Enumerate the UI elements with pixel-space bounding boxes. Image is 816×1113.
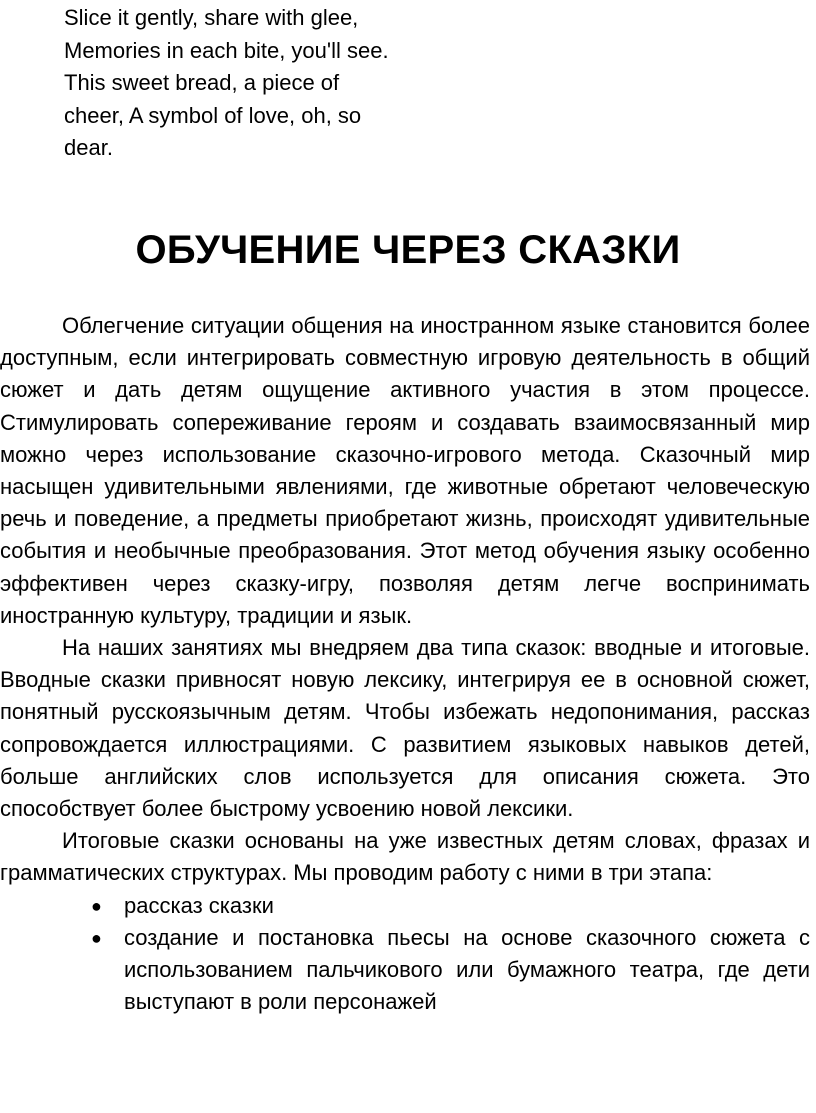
poem-line: Memories in each bite, you'll see. bbox=[64, 37, 389, 63]
document-body bbox=[0, 310, 810, 1018]
poem-stanza bbox=[64, 2, 464, 165]
paragraph: Итоговые сказки основаны на уже известных детям словах, фразах и грамматических структурах. Мы проводим работу с ними в три этапа: bbox=[0, 828, 810, 886]
list-item-text: рассказ сказки bbox=[124, 892, 274, 918]
section-heading: ОБУЧЕНИЕ ЧЕРЕЗ СКАЗКИ bbox=[135, 228, 681, 272]
list-item-text: создание и постановка пьесы на основе сказочного сюжета с использованием пальчикового или бумажного театра, где дети выступают в роли персонажей bbox=[124, 924, 810, 1015]
list-item bbox=[91, 922, 810, 1019]
poem-line: This sweet bread, a piece of bbox=[64, 70, 340, 95]
bullet-list bbox=[0, 890, 810, 1019]
bullet-icon: ● bbox=[91, 927, 102, 948]
bullet-icon: ● bbox=[91, 895, 102, 916]
list-item bbox=[91, 890, 810, 922]
poem-line: cheer, A symbol of love, oh, so bbox=[64, 102, 362, 128]
paragraph: Облегчение ситуации общения на иностранном языке становится более доступным, если интегрировать совместную игровую деятельность в общий сюжет и дать детям ощущение активного участия в этом процессе. Стимулировать сопереживание героям и создавать взаимосвязанный мир можно через использование сказочно-игрового метода. Сказочный мир насыщен удивительными явлениями, где животные обретают человеческую речь и поведение, а предметы приобретают жизнь, происходят удивительные события и необычные преобразования. Этот метод обучения языку особенно эффективен через сказку-игру, позволяя детям легче воспринимать иностранную культуру, традиции и язык. bbox=[0, 313, 810, 628]
poem-line: Slice it gently, share with glee, bbox=[64, 5, 359, 30]
paragraph: На наших занятиях мы внедряем два типа сказок: вводные и итоговые. Вводные сказки привносят новую лексику, интегрируя ее в основной сюжет, понятный русскоязычным детям. Чтобы избежать недопонимания, рассказ сопровождается иллюстрациями. С развитием языковых навыков детей, больше английских слов используется для описания сюжета. Это способствует более быстрому усвоению новой лексики. bbox=[0, 635, 810, 822]
poem-line: dear. bbox=[64, 135, 113, 160]
